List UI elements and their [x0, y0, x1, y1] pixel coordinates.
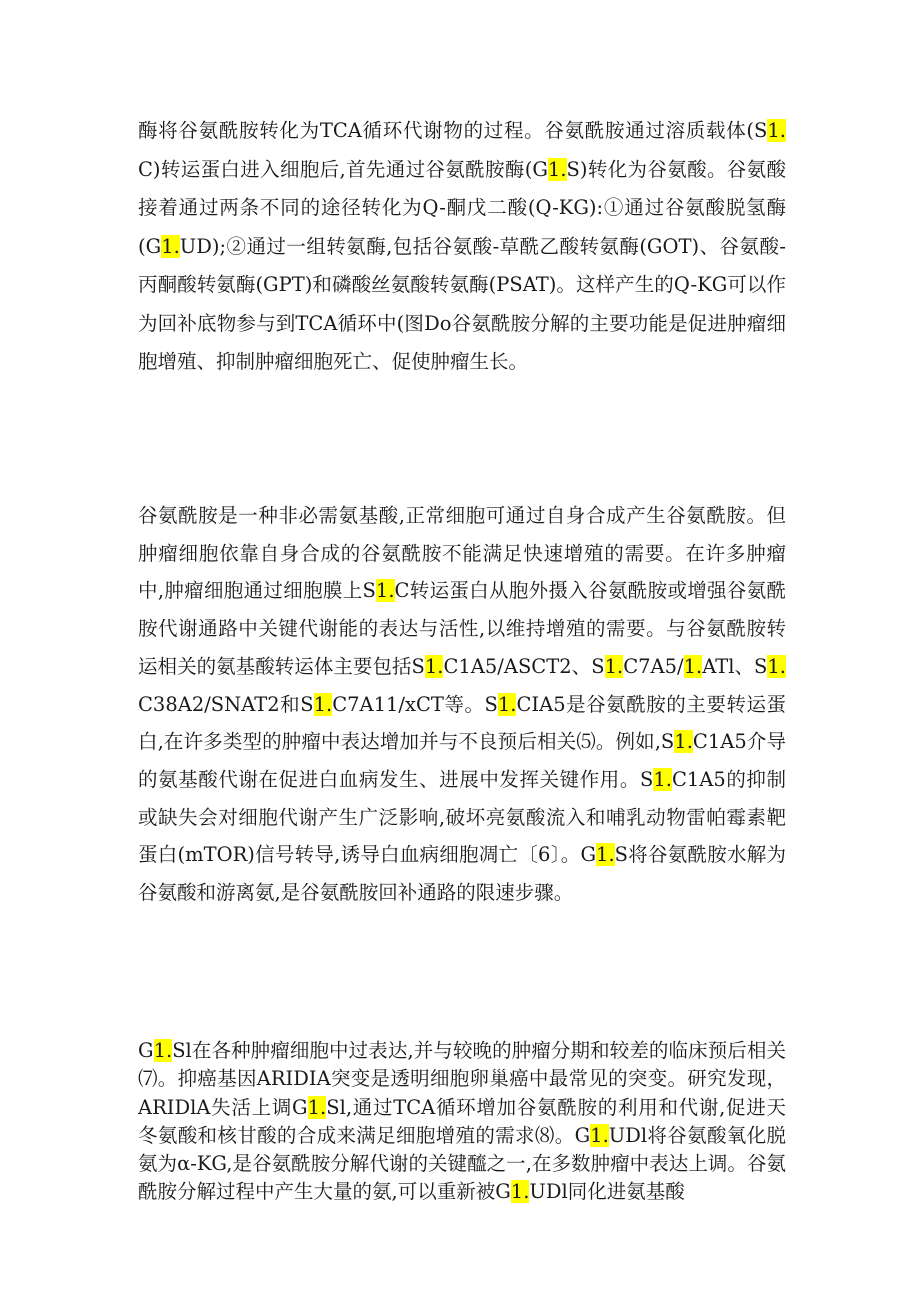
- highlight-mark: 1.: [683, 654, 703, 678]
- highlight-mark: 1.: [547, 157, 567, 181]
- text-run: 谷氨酰胺是一种非必需氨基酸,正常细胞可通过自身合成产生谷氨酰胺。但肿瘤细胞依靠自身合成的谷氨酰胺不能满足快速增殖的需要。在许多肿瘤中,肿瘤细胞通过细胞膜上S: [138, 504, 786, 603]
- highlight-mark: 1.: [424, 654, 444, 678]
- text-run: C1A5/ASCT2、S: [443, 654, 605, 678]
- highlight-mark: 1.: [153, 1039, 173, 1062]
- text-run: S)转化为谷氨酸。谷氨酸接着通过两条不同的途径转化为Q-酮戊二酸(Q-KG):①通过谷氨酸脱氢酶(G: [138, 157, 786, 258]
- text-run: C转运蛋白从胞外摄入谷氨酰胺或增强谷氨酰胺代谢通路中关键代谢能的表达与活性,以维持增殖的需要。与谷氨酰胺转运相关的氨基酸转运体主要包括S: [138, 579, 787, 678]
- text-run: C7A11∕xCT等。S: [332, 692, 498, 716]
- paragraph-glutaminase-pathway: [138, 112, 786, 382]
- text-run: C1A5介导的氨基酸代谢在促进白血病发生、进展中发挥关键作用。S: [138, 730, 786, 791]
- text-run: UD);②通过一组转氨酶,包括谷氨酸-草酰乙酸转氨酶(GOT)、谷氨酸-丙酮酸转氨酶(GPT)和磷酸丝氨酸转氨酶(PSAT)。这样产生的Q-KG可以作为回补底物参与到TCA循环中(图Do谷氨酰胺分解的主要功能是促进肿瘤细胞增殖、抑制肿瘤细胞死亡、促使肿瘤生长。: [138, 234, 786, 373]
- text-run: G: [138, 1039, 154, 1062]
- text-run: ATl、S: [702, 654, 768, 678]
- text-run: 酶将谷氨酰胺转化为TCA循环代谢物的过程。谷氨酰胺通过溶质载体(S: [138, 119, 768, 142]
- text-run: UDl将谷氨酸氧化脱氨为α-KG,是谷氨酰胺分解代谢的关键醯之一,在多数肿瘤中表达上调。谷氨酰胺分解过程中产生大量的氨,可以重新被G: [138, 1123, 787, 1204]
- text-run: C38A2/SNAT2和S: [138, 692, 314, 716]
- text-run: Sl,通过TCA循环增加谷氨酰胺的利用和代谢,促进天冬氨酸和核甘酸的合成来满足细胞增殖的需求⑻。G: [138, 1095, 786, 1147]
- text-run: S将谷氨酰胺水解为谷氨酸和游离氨,是谷氨酰胺回补通路的限速步骤。: [138, 843, 786, 905]
- highlight-mark: 1.: [604, 654, 624, 678]
- highlight-mark: 1.: [590, 1123, 609, 1147]
- highlight-mark: 1.: [375, 579, 395, 603]
- highlight-mark: 1.: [307, 1095, 327, 1119]
- text-run: C7A5/: [623, 654, 684, 678]
- highlight-mark: 1.: [767, 119, 786, 142]
- highlight-mark: 1.: [510, 1180, 530, 1204]
- highlight-mark: 1.: [596, 843, 615, 867]
- highlight-mark: 1.: [767, 654, 786, 678]
- text-run: UDl同化进氨基酸: [529, 1180, 685, 1204]
- highlight-mark: 1.: [161, 234, 180, 258]
- highlight-mark: 1.: [313, 692, 333, 716]
- highlight-mark: 1.: [497, 692, 517, 716]
- paragraph-glutamine-transporters: [138, 497, 786, 912]
- text-run: C1A5的抑制或缺失会对细胞代谢产生广泛影响,破坏亮氨酸流入和哺乳动物雷帕霉素靶蛋白(mTOR)信号转导,诱导白血病细胞凋亡〔6〕。G: [138, 767, 786, 867]
- highlight-mark: 1.: [674, 730, 693, 754]
- paragraph-gls1-expression: [138, 1037, 786, 1207]
- text-run: CIA5是谷氨酰胺的主要转运蛋白,在许多类型的肿瘤中表达增加并与不良预后相关⑸。例如,S: [138, 692, 786, 754]
- text-run: C)转运蛋白进入细胞后,首先通过谷氨酰胺酶(G: [138, 157, 548, 181]
- highlight-mark: 1.: [653, 767, 672, 791]
- text-run: Sl在各种肿瘤细胞中过表达,并与较晚的肿瘤分期和较差的临床预后相关⑺。抑癌基因ARIDIA突变是透明细胞卵巢癌中最常见的突变。研究发现，ARIDlA失活上调G: [138, 1039, 786, 1119]
